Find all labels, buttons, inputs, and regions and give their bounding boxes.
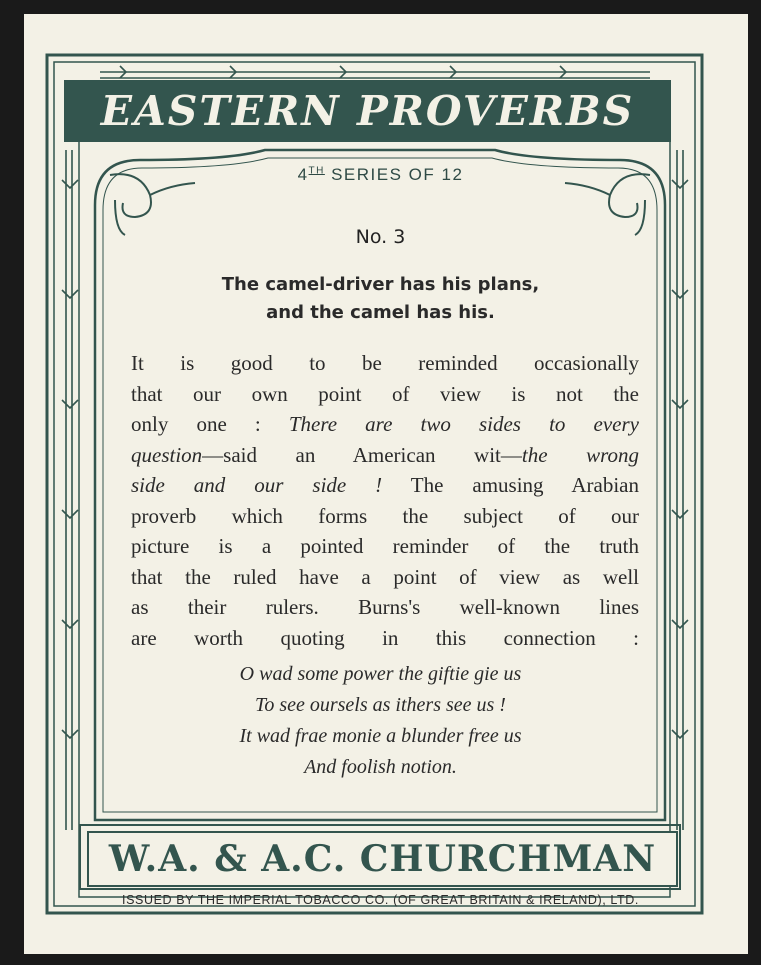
series-label bbox=[0, 165, 761, 185]
maker-banner bbox=[87, 831, 678, 887]
title-banner bbox=[64, 80, 671, 142]
verse-line: It wad frae monie a blunder free us bbox=[239, 725, 522, 747]
body-line: picture is a pointed reminder of the truth bbox=[131, 534, 639, 558]
body-text bbox=[131, 348, 639, 653]
issuer-footer: ISSUED BY THE IMPERIAL TOBACCO CO. (OF GREAT BRITAIN & IRELAND), LTD. bbox=[122, 893, 639, 907]
body-line: that the ruled have a point of view as well bbox=[131, 564, 639, 589]
body-line bbox=[131, 409, 639, 440]
body-line: It is good to be reminded occasionally bbox=[131, 351, 639, 375]
proverb-line: The camel-driver has his plans, bbox=[221, 274, 540, 295]
verse-line: To see oursels as ithers see us ! bbox=[255, 694, 506, 716]
body-line: are worth quoting in this connection : bbox=[131, 625, 639, 650]
series-text: SERIES OF 12 bbox=[324, 165, 464, 184]
burns-verse bbox=[0, 659, 761, 783]
body-line: as their rulers. Burns's well-known lines bbox=[131, 595, 639, 619]
body-line bbox=[131, 470, 639, 501]
proverb-heading bbox=[0, 271, 761, 327]
body-line bbox=[131, 440, 639, 471]
body-fragment: The amusing Arabian bbox=[382, 473, 639, 497]
body-italic: the wrong bbox=[521, 442, 639, 467]
body-italic: side and our side ! bbox=[131, 473, 383, 497]
card-title: EASTERN PROVERBS bbox=[100, 87, 635, 135]
verse-line: O wad some power the giftie gie us bbox=[239, 663, 522, 685]
body-fragment: —said an American wit— bbox=[202, 442, 522, 467]
body-italic: question bbox=[131, 442, 203, 467]
proverb-line: and the camel has his. bbox=[266, 302, 495, 323]
body-line: proverb which forms the subject of our bbox=[131, 503, 639, 528]
card-number: No. 3 bbox=[355, 226, 406, 248]
series-number: 4 bbox=[297, 165, 309, 184]
maker-name: W.A. & A.C. CHURCHMAN bbox=[108, 838, 657, 880]
series-ordinal: TH bbox=[308, 165, 325, 177]
body-line: that our own point of view is not the bbox=[131, 381, 639, 406]
body-fragment: only one : bbox=[131, 412, 289, 436]
body-italic: There are two sides to every bbox=[288, 412, 639, 436]
verse-line: And foolish notion. bbox=[304, 756, 457, 778]
